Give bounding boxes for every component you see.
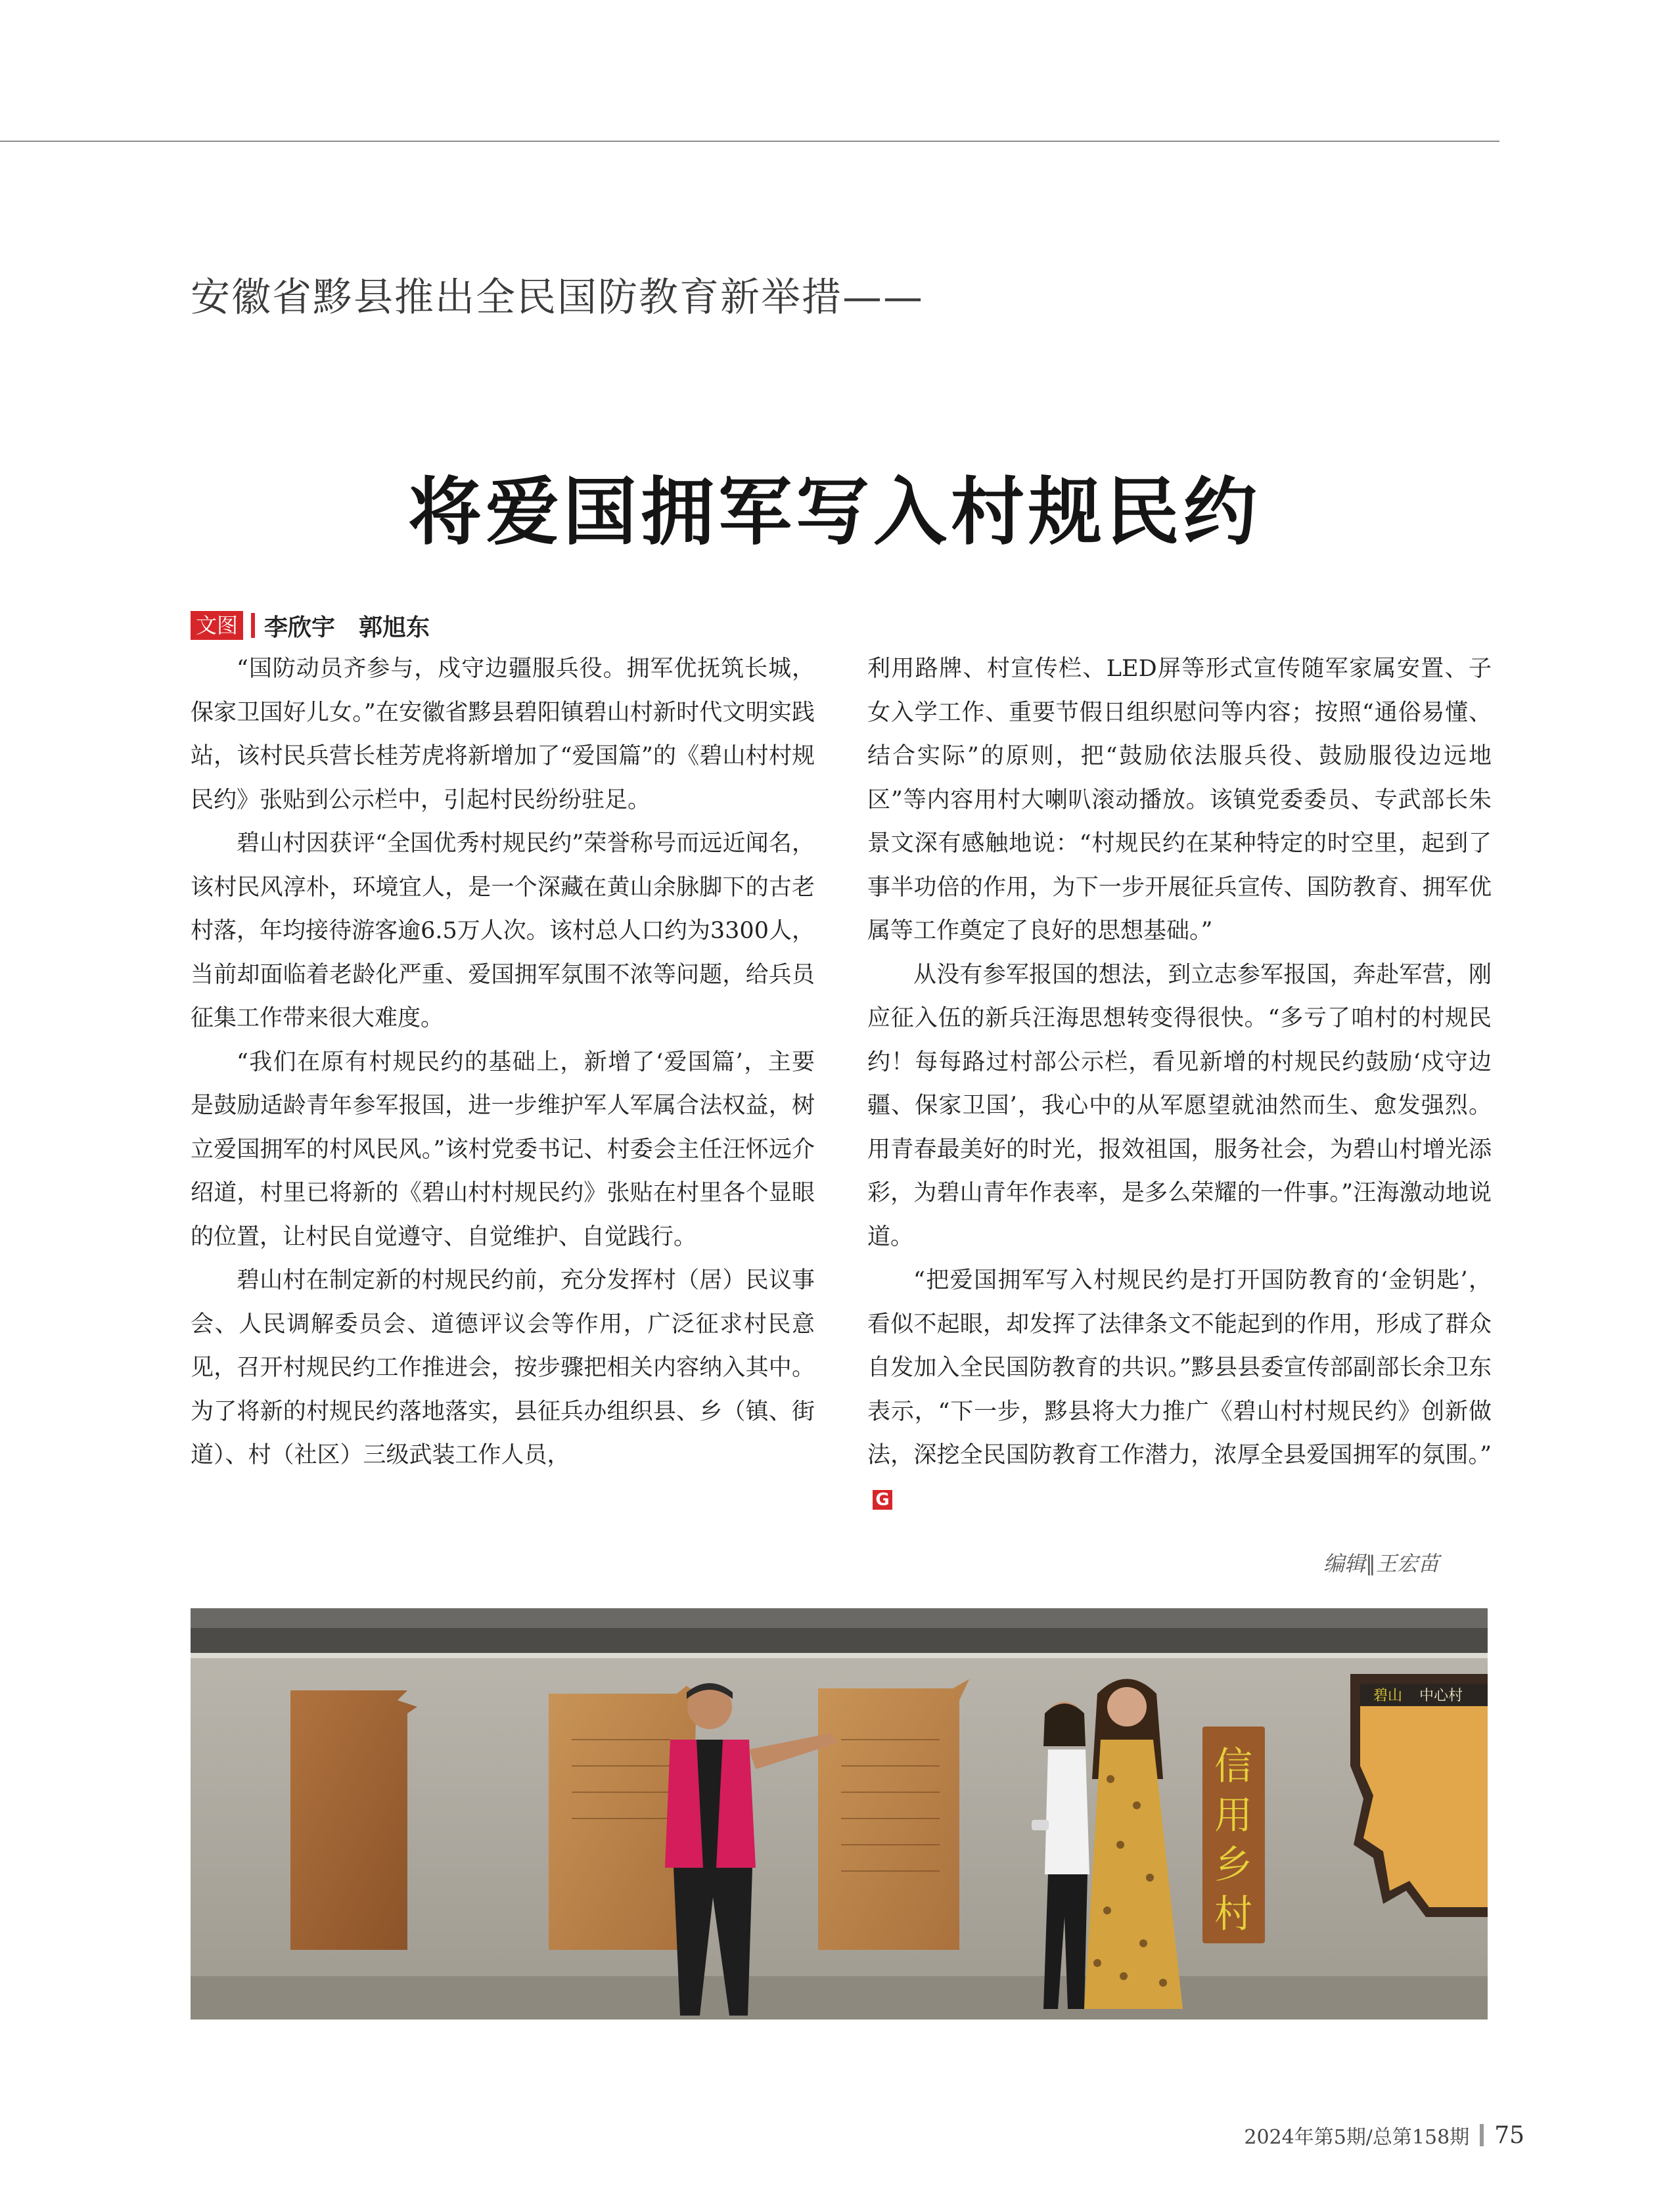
issue-info: 2024年第5期/总第158期 <box>1244 2126 1470 2149</box>
page-footer <box>1244 2121 1524 2150</box>
sign-char: 用 <box>1214 1793 1253 1838</box>
left-column <box>191 647 815 1478</box>
paragraph: 碧山村因获评“全国优秀村规民约”荣誉称号而远近闻名，该村民风淳朴，环境宜人，是一个深藏在黄山余脉脚下的古老村落，年均接待游客逾6.5万人次。该村总人口约为3300人，当前却面临着老龄化严重、爱国拥军氛围不浓等问题，给兵员征集工作带来很大难度。 <box>191 830 815 1031</box>
wooden-board <box>290 1690 417 1950</box>
right-column <box>867 647 1492 1521</box>
end-mark-icon: G <box>873 1490 892 1510</box>
article-title: 将爱国拥军写入村规民约 <box>408 470 1261 555</box>
kicker-subtitle: 安徽省黟县推出全民国防教育新举措—— <box>191 275 924 321</box>
sign-char: 信 <box>1214 1744 1253 1788</box>
paragraph: 碧山村在制定新的村规民约前，充分发挥村（居）民议事会、人民调解委员会、道德评议会等作用，广泛征求村民意见，召开村规民约工作推进会，按步骤把相关内容纳入其中。为了将新的村规民约落地落实，县征兵办组织县、乡（镇、街道）、村（社区）三级武装工作人员， <box>191 1267 815 1468</box>
byline-separator <box>251 613 255 638</box>
paragraph-text: “把爱国拥军写入村规民约是打开国防教育的‘金钥匙’，看似不起眼，却发挥了法律条文不能起到的作用，形成了群众自发加入全民国防教育的共识。”黟县县委宣传部副部长余卫东表示，“下一步，黟县将大力推广《碧山村村规民约》创新做法，深挖全民国防教育工作潜力，浓厚全县爱国拥军的氛围。” <box>867 1267 1492 1468</box>
footer-divider <box>1480 2124 1484 2146</box>
photo-illustration <box>191 1608 1488 2020</box>
paragraph-continuation: 利用路牌、村宣传栏、LED屏等形式宣传随军家属安置、子女入学工作、重要节假日组织慰问等内容；按照“通俗易懂、结合实际”的原则，把“鼓励依法服兵役、鼓励服役边远地区”等内容用村大喇叭滚动播放。该镇党委委员、专武部长朱景文深有感触地说：“村规民约在某种特定的时空里，起到了事半功倍的作用，为下一步开展征兵宣传、国防教育、拥军优属等工作奠定了良好的思想基础。” <box>867 656 1492 944</box>
byline-tag: 文图 <box>191 611 243 640</box>
sign-char: 村 <box>1214 1891 1253 1936</box>
article-photo <box>191 1608 1488 2020</box>
paragraph: “我们在原有村规民约的基础上，新增了‘爱国篇’，主要是鼓励适龄青年参军报国，进一步维护军人军属合法权益，树立爱国拥军的村风民风。”该村党委书记、村委会主任汪怀远介绍道，村里已将新的《碧山村村规民约》张贴在村里各个显眼的位置，让村民自觉遵守、自觉维护、自觉践行。 <box>191 1049 815 1250</box>
paragraph: “国防动员齐参与，戍守边疆服兵役。拥军优抚筑长城，保家卫国好儿女。”在安徽省黟县碧阳镇碧山村新时代文明实践站，该村民兵营长桂芳虎将新增加了“爱国篇”的《碧山村村规民约》张贴到公示栏中，引起村民纷纷驻足。 <box>191 656 815 813</box>
wooden-board <box>818 1679 969 1950</box>
byline-authors: 李欣宇 郭旭东 <box>264 614 430 641</box>
paragraph: 从没有参军报国的想法，到立志参军报国，奔赴军营，刚应征入伍的新兵汪海思想转变得很快。“多亏了咱村的村规民约！每每路过村部公示栏，看见新增的村规民约鼓励‘戍守边疆、保家卫国’，我心中的从军愿望就油然而生、愈发强烈。用青春最美好的时光，报效祖国，服务社会，为碧山村增光添彩，为碧山青年作表率，是多么荣耀的一件事。”汪海激动地说道。 <box>867 961 1492 1250</box>
top-rule <box>0 141 1499 142</box>
editor-credit: 编辑∥王宏苗 <box>1323 1551 1439 1576</box>
board-label: 碧山 <box>1373 1688 1403 1704</box>
sign-char: 乡 <box>1214 1842 1253 1887</box>
paragraph <box>867 1259 1492 1521</box>
byline <box>191 611 430 640</box>
page-number: 75 <box>1494 2121 1524 2149</box>
board-text: 中心村 <box>1419 1688 1463 1704</box>
